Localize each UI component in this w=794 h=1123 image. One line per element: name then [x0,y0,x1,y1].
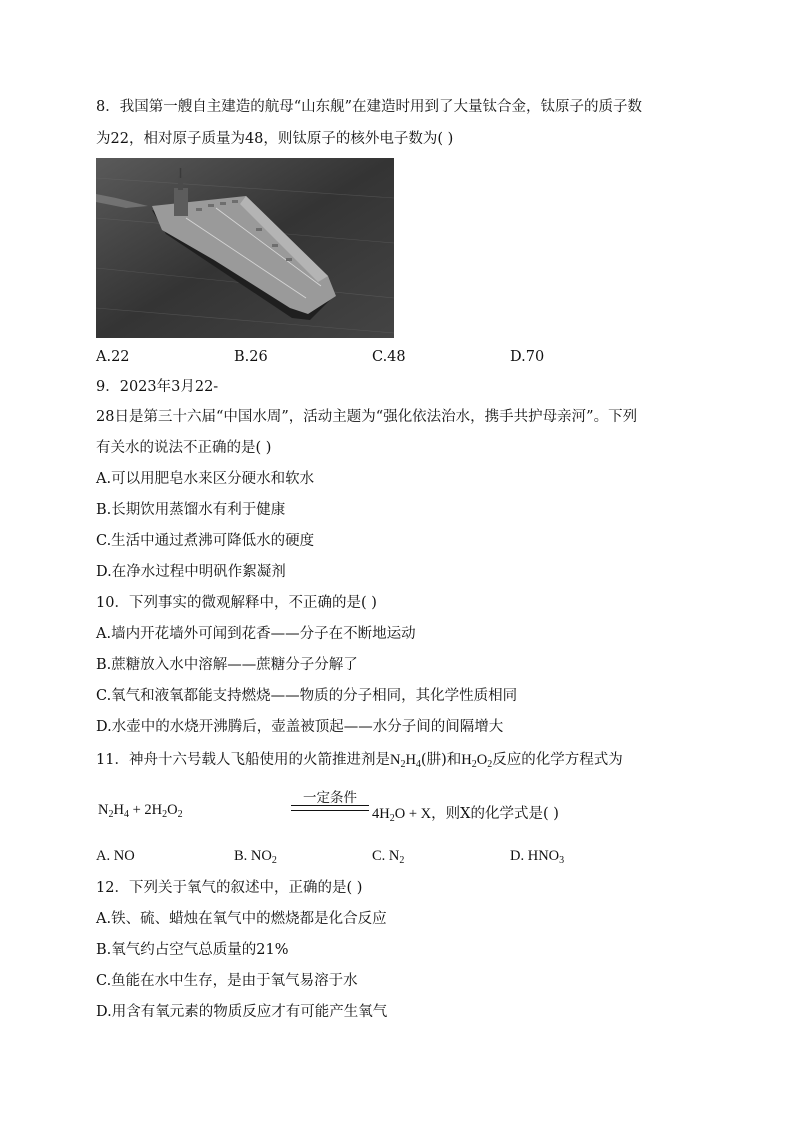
q8-stem-line2: 为22，相对原子质量为48，则钛原子的核外电子数为( ) [96,131,454,147]
q9-option-d: D.在净水过程中明矾作絮凝剂 [96,564,286,580]
q9-option-c: C.生活中通过煮沸可降低水的硬度 [96,533,315,549]
q10-stem: 10．下列事实的微观解释中，不正确的是( ) [96,595,377,611]
q12-stem: 12．下列关于氧气的叙述中，正确的是( ) [96,880,363,896]
reaction-condition: 一定条件 [303,790,357,806]
q8-option-c: C.48 [372,349,406,365]
q9-option-b: B.长期饮用蒸馏水有利于健康 [96,502,286,518]
q11-option-c: C. $N_2$ [372,848,405,866]
q8-stem-line1: 8．我国第一艘自主建造的航母“山东舰”在建造时用到了大量钛合金，钛原子的质子数 [96,99,643,115]
q9-stem-line3: 有关水的说法不正确的是( ) [96,440,272,456]
aircraft-carrier-photo [96,158,394,338]
equation-products: $4H_2O + X$，则X的化学式是( ) [372,806,559,824]
q10-option-b: B.蔗糖放入水中溶解——蔗糖分子分解了 [96,657,358,673]
q8-option-d: D.70 [510,349,545,365]
q10-option-a: A.墙内开花墙外可闻到花香——分子在不断地运动 [96,626,416,642]
equation-reactants: $N_2H_4 + 2H_2O_2$ [98,802,183,820]
hydrogen-peroxide-formula: $H_2O_2$ [461,752,493,770]
q11-stem-line1: 11．神舟十六号载人飞船使用的火箭推进剂是$N_2H_4$(肼)和$H_2O_2$反应的化学方程式为 [96,752,623,770]
q10-option-d: D.水壶中的水烧开沸腾后，壶盖被顶起——水分子间的间隔增大 [96,719,504,735]
q8-option-b: B.26 [234,349,268,365]
q11-option-d: D. $HNO_3$ [510,848,565,866]
q10-option-c: C.氧气和液氧都能支持燃烧——物质的分子相同，其化学性质相同 [96,688,518,704]
q11-chemical-equation [96,786,696,826]
q9-stem-line2: 28日是第三十六届“中国水周”，活动主题为“强化依法治水，携手共护母亲河”。下列 [96,409,638,425]
q11-option-a: A. NO [96,848,135,864]
q9-stem-line1: 9．2023年3月22- [96,379,219,395]
q12-option-c: C.鱼能在水中生存，是由于氧气易溶于水 [96,973,358,989]
hydrazine-formula: $N_2H_4$ [389,752,421,770]
q9-option-a: A.可以用肥皂水来区分硬水和软水 [96,471,315,487]
q12-option-b: B.氧气约占空气总质量的21% [96,942,289,958]
q8-option-a: A.22 [96,349,130,365]
q11-option-b: B. $NO_2$ [234,848,277,866]
q12-option-a: A.铁、硫、蜡烛在氧气中的燃烧都是化合反应 [96,911,387,927]
q12-option-d: D.用含有氧元素的物质反应才有可能产生氧气 [96,1004,388,1020]
equation-double-line [291,805,369,811]
